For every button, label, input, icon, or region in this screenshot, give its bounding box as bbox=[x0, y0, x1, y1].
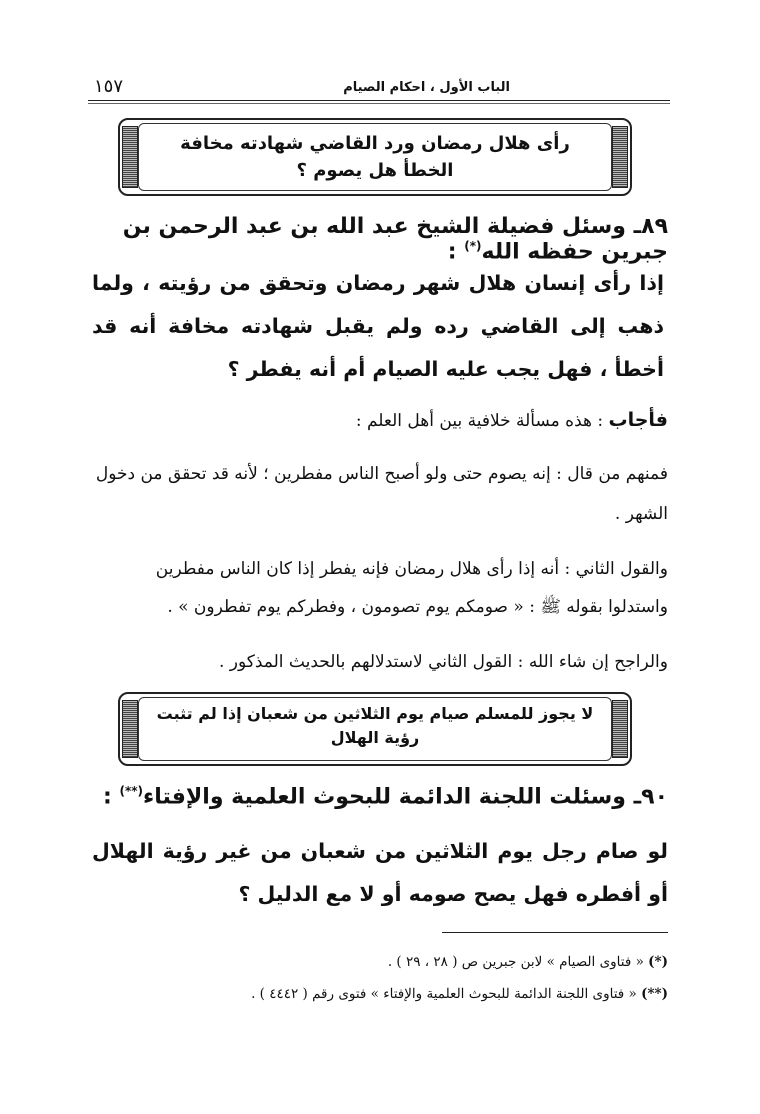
header-rule bbox=[88, 100, 670, 101]
question-89-title: ٨٩ـ وسئل فضيلة الشيخ عبد الله بن عبد الرحمن بن جبرين حفظه الله bbox=[122, 214, 668, 265]
section-heading-text: رأى هلال رمضان ورد القاضي شهادته مخافة الخطأ هل يصوم ؟ bbox=[180, 133, 570, 181]
answer-intro-text: : هذه مسألة خلافية بين أهل العلم : bbox=[355, 411, 604, 431]
section-heading-box bbox=[118, 118, 632, 196]
footnote-1-mark: (*) bbox=[648, 954, 668, 970]
section-heading-box-2 bbox=[118, 692, 632, 766]
ornament-bar-right bbox=[612, 700, 628, 758]
section-heading-text-2: لا يجوز للمسلم صيام يوم الثلاثين من شعبان إذا لم تثبت رؤية الهلال bbox=[156, 704, 594, 747]
question-89-body: إذا رأى إنسان هلال شهر رمضان وتحقق من رؤيته ، ولما ذهب إلى القاضي رده ولم يقبل شهادته مخافة أنه قد أخطأ ، فهل يجب عليه الصيام أم أنه يفطر ؟ bbox=[92, 271, 664, 381]
ornament-bar-left bbox=[122, 700, 138, 758]
ornament-bar-right bbox=[612, 126, 628, 188]
page-number: ١٥٧ bbox=[94, 76, 124, 97]
question-90-heading bbox=[92, 784, 668, 809]
footnote-marker-2: (**) bbox=[119, 784, 143, 798]
answer-label: فأجاب bbox=[608, 409, 668, 431]
answer-paragraph-1: فمنهم من قال : إنه يصوم حتى ولو أصبح الناس مفطرين ؛ لأنه قد تحقق من دخول الشهر . bbox=[95, 464, 668, 524]
header-rule-thin bbox=[88, 103, 670, 104]
footnote-2-mark: (**) bbox=[641, 986, 668, 1002]
heading-colon: : bbox=[102, 784, 112, 810]
footnote-marker-1: (*) bbox=[464, 239, 482, 253]
ornament-bar-left bbox=[122, 126, 138, 188]
footnote-2 bbox=[92, 986, 668, 1002]
heading-colon: : bbox=[447, 239, 457, 265]
question-89-heading bbox=[92, 214, 668, 264]
chapter-title: الباب الأول ، احكام الصيام bbox=[343, 80, 510, 95]
answer-paragraph-2: والقول الثاني : أنه إذا رأى هلال رمضان فإنه يفطر إذا كان الناس مفطرين واستدلوا بقوله ﷺ : « صومكم يوم تصومون ، وفطركم يوم تفطرون » . bbox=[155, 559, 668, 617]
answer-paragraph-3: والراجح إن شاء الله : القول الثاني لاستدلالهم بالحديث المذكور . bbox=[218, 652, 668, 672]
running-header bbox=[88, 76, 670, 98]
footnote-1 bbox=[92, 954, 668, 970]
question-90-title: ٩٠ـ وسئلت اللجنة الدائمة للبحوث العلمية والإفتاء bbox=[143, 784, 668, 810]
answer-intro bbox=[92, 402, 668, 440]
question-90-body: لو صام رجل يوم الثلاثين من شعبان من غير رؤية الهلال أو أفطره فهل يصح صومه أو لا مع الدليل ؟ bbox=[92, 839, 668, 906]
footnote-2-text: « فتاوى اللجنة الدائمة للبحوث العلمية والإفتاء » فتوى رقم ( ٤٤٤٢ ) . bbox=[251, 986, 637, 1002]
footnote-separator bbox=[442, 932, 668, 933]
footnote-1-text: « فتاوى الصيام » لابن جبرين ص ( ٢٨ ، ٢٩ ) . bbox=[387, 954, 644, 970]
